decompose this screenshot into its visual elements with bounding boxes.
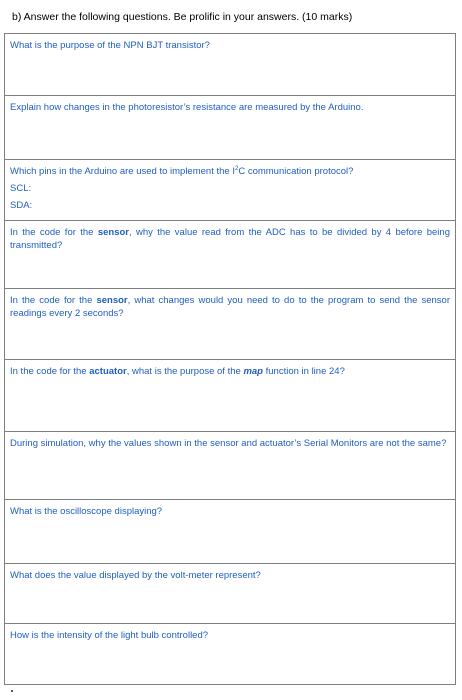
table-row <box>5 34 456 96</box>
page-corner-mark <box>11 690 13 692</box>
table-row <box>5 289 456 360</box>
question-cell-9[interactable] <box>5 564 456 624</box>
question-1-text: What is the purpose of the NPN BJT transistor? <box>10 40 210 51</box>
question-cell-5[interactable] <box>5 289 456 360</box>
question-4-text: In the code for the sensor, why the value read from the ADC has to be divided by 4 before being transmitted? <box>10 227 450 251</box>
question-cell-3[interactable] <box>5 160 456 221</box>
section-heading: b) Answer the following questions. Be prolific in your answers. (10 marks) <box>12 11 353 23</box>
table-row <box>5 160 456 221</box>
questions-table <box>4 33 456 685</box>
question-10-text: How is the intensity of the light bulb controlled? <box>10 630 209 641</box>
table-row <box>5 432 456 500</box>
question-cell-7[interactable] <box>5 432 456 500</box>
question-7-text: During simulation, why the values shown in the sensor and actuator’s Serial Monitors are not the same? <box>10 438 447 449</box>
question-6-text: In the code for the actuator, what is the purpose of the map function in line 24? <box>10 366 345 377</box>
question-cell-8[interactable] <box>5 500 456 564</box>
question-9-text: What does the value displayed by the volt-meter represent? <box>10 570 261 581</box>
question-3-text: Which pins in the Arduino are used to implement the $I^2C$ communication protocol? <box>10 165 354 177</box>
question-8-text: What is the oscilloscope displaying? <box>10 506 163 517</box>
scl-label: SCL: <box>10 183 32 194</box>
question-5-text: In the code for the sensor, what changes would you need to do to the program to send the sensor readings every 2 seconds? <box>10 295 450 319</box>
question-cell-2[interactable] <box>5 96 456 160</box>
table-row <box>5 564 456 624</box>
table-row <box>5 360 456 432</box>
sda-label: SDA: <box>10 200 33 211</box>
question-cell-10[interactable] <box>5 624 456 685</box>
table-row <box>5 624 456 685</box>
table-row <box>5 221 456 289</box>
question-cell-1[interactable] <box>5 34 456 96</box>
question-cell-4[interactable] <box>5 221 456 289</box>
table-row <box>5 500 456 564</box>
question-2-text: Explain how changes in the photoresistor’s resistance are measured by the Arduino. <box>10 102 364 113</box>
question-cell-6[interactable] <box>5 360 456 432</box>
table-row <box>5 96 456 160</box>
